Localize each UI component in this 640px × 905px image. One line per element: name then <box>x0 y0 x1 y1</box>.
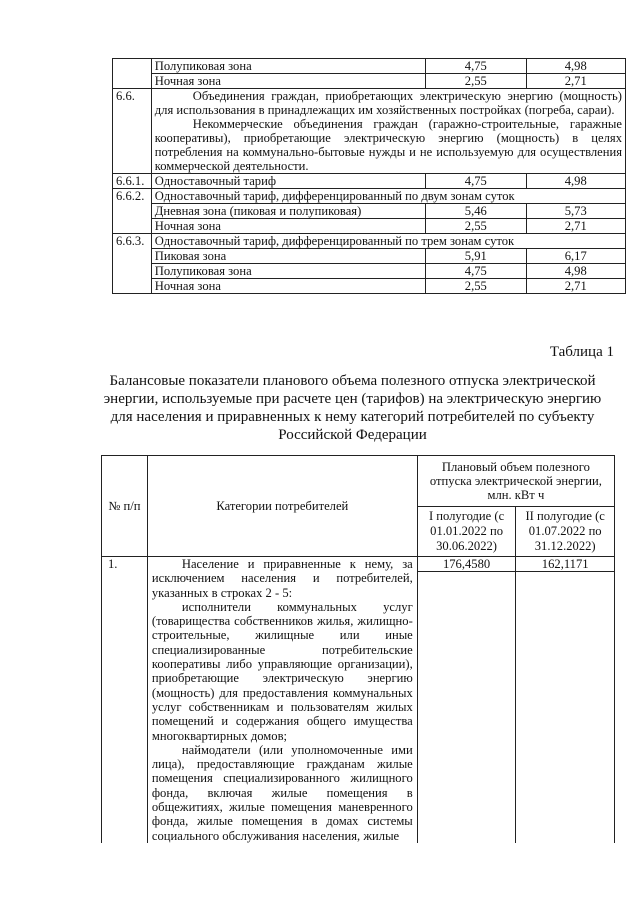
balance-table <box>101 455 615 843</box>
tariff-table-continued <box>112 58 626 294</box>
row-number: 1. <box>102 557 148 843</box>
section-paragraph: Некоммерческие объединения граждан (гаражно-строительные, гаражные кооперативы), приобретающие электрическую энергию (мощность) в целях потребления на коммунально-бытовые нужды и не используемую для осуществления коммерческой деятельности. <box>154 117 622 173</box>
table-title: Балансовые показатели планового объема полезного отпуска электрической энергии, используемые при расчете цен (тарифов) на электрическую энергию для населения и приравненных к нему категорий потребителей по субъекту Российской Федерации <box>103 373 602 443</box>
value-cell: 2,55 <box>426 279 526 294</box>
value-cell: 6,17 <box>526 249 626 264</box>
table-row <box>113 219 626 234</box>
value-cell: 5,91 <box>426 249 526 264</box>
category-description <box>147 557 417 843</box>
row-number: 6.6.3. <box>113 234 152 294</box>
value-cell: 5,46 <box>426 204 526 219</box>
row-number: 6.6.1. <box>113 174 152 189</box>
table-row <box>113 189 626 204</box>
value-cell: 4,75 <box>426 59 526 74</box>
value-cell: 4,98 <box>526 59 626 74</box>
tariff-label: Одноставочный тариф, дифференцированный по трем зонам суток <box>151 234 625 249</box>
value-cell: 2,55 <box>426 74 526 89</box>
volume-half2: 162,1171 <box>516 557 614 572</box>
table-label: Таблица 1 <box>549 344 614 360</box>
section-description <box>151 89 625 174</box>
table-row <box>113 234 626 249</box>
table-row <box>113 264 626 279</box>
value-cell: 4,98 <box>526 174 626 189</box>
volume-half1: 176,4580 <box>418 557 516 572</box>
value-cell: 2,71 <box>526 219 626 234</box>
value-cell: 2,71 <box>526 279 626 294</box>
value-cell <box>516 557 615 843</box>
category-paragraph: наймодатели (или уполномоченные ими лица), предоставляющие гражданам жилые помещения специализированного жилищного фонда, включая жилые помещения в общежитиях, жилые помещения маневренного фонда, жилые помещения в домах системы социального обслуживания населения, жилые <box>151 742 413 843</box>
value-cell: 4,75 <box>426 264 526 279</box>
zone-label: Полупиковая зона <box>151 264 425 279</box>
tariff-label: Одноставочный тариф, дифференцированный по двум зонам суток <box>151 189 625 204</box>
value-cell: 4,75 <box>426 174 526 189</box>
header-row <box>102 456 615 507</box>
header-volume: Плановый объем полезного отпуска электрической энергии, млн. кВт ч <box>417 456 614 507</box>
row-number: 6.6.2. <box>113 189 152 234</box>
zone-label: Ночная зона <box>151 74 425 89</box>
row-number <box>113 59 152 89</box>
table-row <box>113 174 626 189</box>
section-paragraph: Объединения граждан, приобретающих электрическую энергию (мощность) для использования в принадлежащих им хозяйственных постройках (погреба, сараи). <box>154 89 622 117</box>
table-row <box>113 279 626 294</box>
header-category: Категории потребителей <box>147 456 417 557</box>
value-cell: 5,73 <box>526 204 626 219</box>
tariff-label: Одноставочный тариф <box>151 174 425 189</box>
zone-label: Ночная зона <box>151 219 425 234</box>
category-paragraph: исполнители коммунальных услуг (товарищества собственников жилья, жилищно-строительные, жилищные или иные специализированные потребительские кооперативы либо управляющие организации), приобретающие электрическую энергию (мощность) для предоставления коммунальных услуг собственникам и пользователям жилых помещений и содержания общего имущества многоквартирных домов; <box>151 599 413 743</box>
table-row <box>113 89 626 174</box>
value-cell <box>417 557 516 843</box>
table-row <box>102 557 615 843</box>
header-half2: II полугодие (с 01.07.2022 по 31.12.2022) <box>516 507 615 557</box>
table-row <box>113 59 626 74</box>
table-row <box>113 74 626 89</box>
category-paragraph: Население и приравненные к нему, за исключением населения и потребителей, указанных в строках 2 - 5: <box>151 557 413 600</box>
zone-label: Ночная зона <box>151 279 425 294</box>
zone-label: Пиковая зона <box>151 249 425 264</box>
table-row <box>113 204 626 219</box>
value-cell: 4,98 <box>526 264 626 279</box>
zone-label: Дневная зона (пиковая и полупиковая) <box>151 204 425 219</box>
value-cell: 2,71 <box>526 74 626 89</box>
header-number: № п/п <box>102 456 148 557</box>
table-row <box>113 249 626 264</box>
row-number: 6.6. <box>113 89 152 174</box>
header-half1: I полугодие (с 01.01.2022 по 30.06.2022) <box>417 507 516 557</box>
value-cell: 2,55 <box>426 219 526 234</box>
zone-label: Полупиковая зона <box>151 59 425 74</box>
